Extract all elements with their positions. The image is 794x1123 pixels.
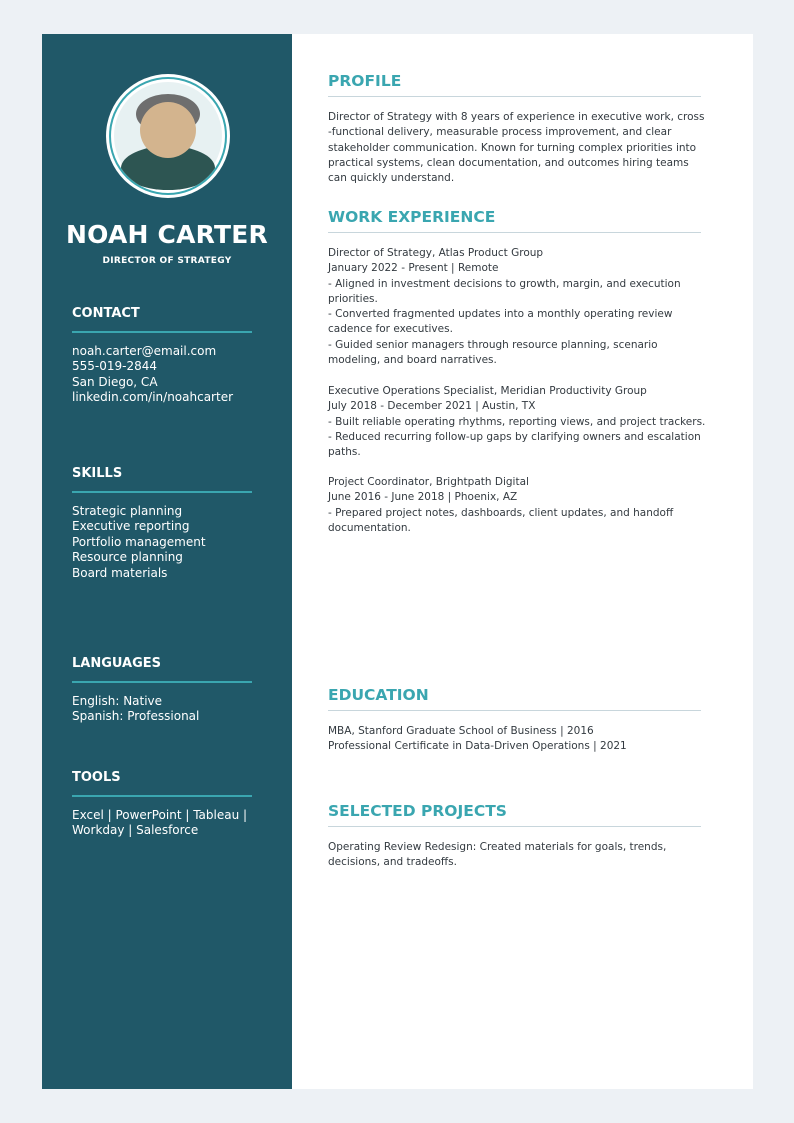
job-role: Executive Operations Specialist, Meridian Productivity Group [328, 385, 647, 397]
candidate-name: NOAH CARTER [66, 220, 268, 249]
contact-list [72, 344, 252, 406]
job-entry-1 [328, 246, 701, 368]
education-list [328, 724, 701, 755]
sidebar [42, 34, 292, 1089]
job-role: Director of Strategy, Atlas Product Group [328, 247, 544, 259]
job-line: - Aligned in investment decisions to growth, margin, and execution [328, 277, 681, 290]
profile-line: Director of Strategy with 8 years of experience in executive work, cross [328, 111, 705, 123]
resume-page [42, 34, 753, 1089]
language-item: Spanish: Professional [72, 709, 200, 724]
skill-item: Executive reporting [72, 519, 190, 534]
job-line: - Guided senior managers through resource planning, scenario [328, 338, 658, 351]
job-line: - Prepared project notes, dashboards, client updates, and handoff [328, 506, 674, 519]
tools-list [72, 808, 252, 839]
languages-heading: LANGUAGES [72, 656, 252, 683]
education-item: Professional Certificate in Data-Driven Operations | 2021 [328, 740, 627, 753]
education-heading: EDUCATION [328, 686, 701, 711]
job-line: documentation. [328, 521, 411, 534]
experience-heading: WORK EXPERIENCE [328, 208, 701, 233]
candidate-title: DIRECTOR OF STRATEGY [102, 256, 232, 266]
tools-line: Excel | PowerPoint | Tableau | [72, 808, 248, 822]
job-entry-3 [328, 475, 701, 536]
contact-linkedin: linkedin.com/in/noahcarter [72, 390, 234, 405]
profile-line: stakeholder communication. Known for turning complex priorities into [328, 141, 697, 154]
tools-heading: TOOLS [72, 770, 252, 797]
skill-item: Strategic planning [72, 504, 183, 518]
languages-list [72, 694, 252, 725]
skill-item: Resource planning [72, 550, 183, 565]
job-role: Project Coordinator, Brightpath Digital [328, 476, 529, 488]
projects-heading: SELECTED PROJECTS [328, 802, 701, 827]
job-line: paths. [328, 446, 361, 459]
job-meta: June 2016 - June 2018 | Phoenix, AZ [328, 491, 518, 504]
skills-heading: SKILLS [72, 466, 252, 493]
projects-list [328, 840, 701, 871]
job-line: - Converted fragmented updates into a monthly operating review [328, 308, 673, 321]
tools-line: Workday | Salesforce [72, 823, 199, 838]
profile-line: -functional delivery, measurable process improvement, and clear [328, 126, 672, 139]
skill-item: Portfolio management [72, 534, 206, 549]
profile-heading: PROFILE [328, 72, 701, 97]
skills-list [72, 504, 252, 581]
profile-summary [328, 110, 705, 186]
job-line: cadence for executives. [328, 323, 453, 336]
skill-item: Board materials [72, 565, 168, 580]
job-line: - Built reliable operating rhythms, reporting views, and project trackers. [328, 415, 706, 428]
job-line: modeling, and board narratives. [328, 354, 497, 367]
job-meta: January 2022 - Present | Remote [328, 262, 499, 275]
job-entry-2 [328, 384, 706, 460]
contact-phone: 555-019-2844 [72, 359, 158, 374]
job-meta: July 2018 - December 2021 | Austin, TX [328, 400, 536, 413]
project-line: decisions, and tradeoffs. [328, 856, 457, 869]
job-line: priorities. [328, 292, 378, 305]
language-item: English: Native [72, 694, 163, 708]
profile-line: practical systems, clean documentation, and outcomes hiring teams [328, 156, 689, 169]
project-line: Operating Review Redesign: Created materials for goals, trends, [328, 841, 667, 853]
avatar [104, 72, 232, 200]
education-item: MBA, Stanford Graduate School of Business | 2016 [328, 725, 594, 737]
job-line: - Reduced recurring follow-up gaps by clarifying owners and escalation [328, 430, 701, 443]
contact-email: noah.carter@email.com [72, 344, 217, 358]
contact-location: San Diego, CA [72, 374, 158, 389]
profile-line: can quickly understand. [328, 172, 455, 185]
contact-heading: CONTACT [72, 306, 252, 333]
